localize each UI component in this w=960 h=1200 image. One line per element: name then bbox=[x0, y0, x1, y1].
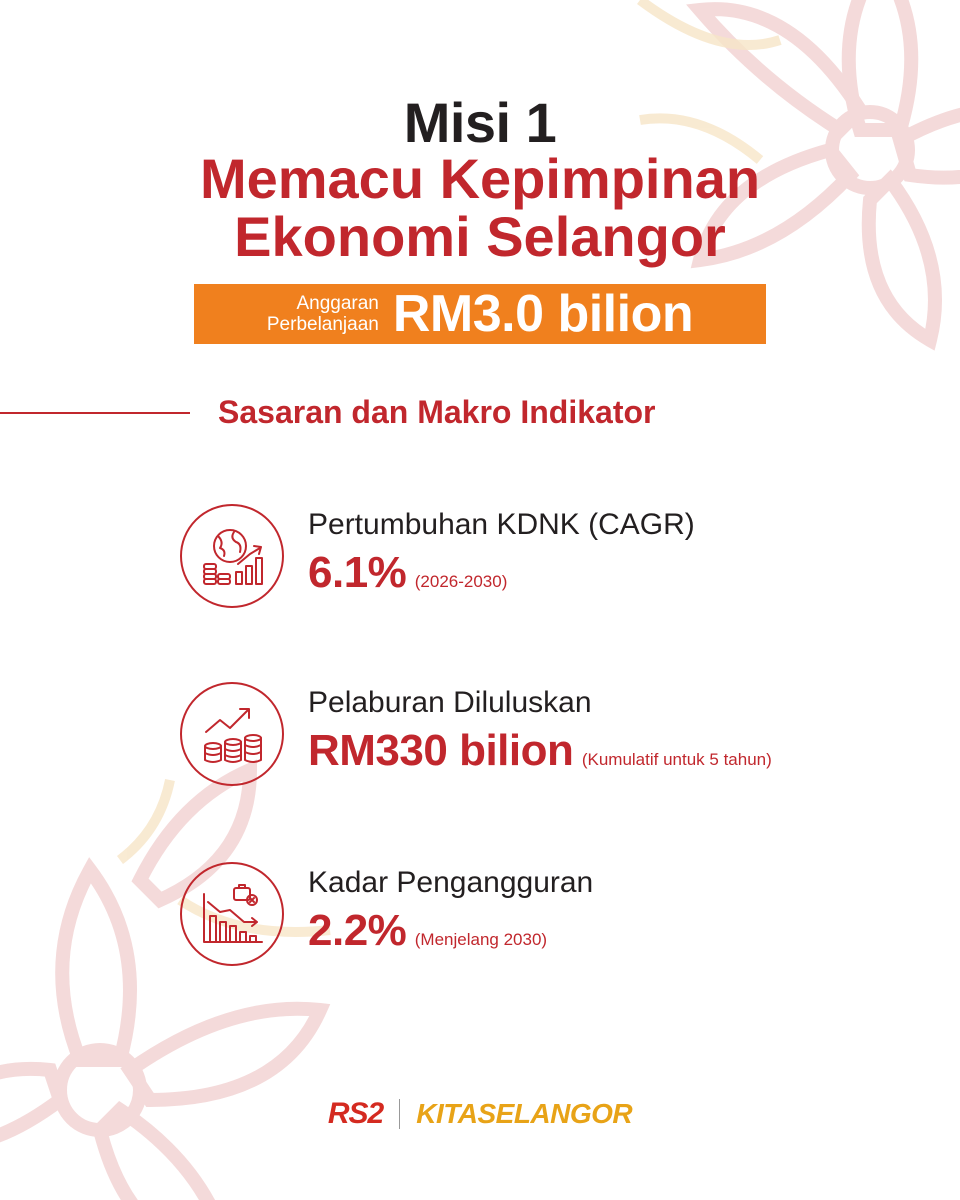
indicator-note: (Menjelang 2030) bbox=[414, 930, 548, 949]
mission-number: Misi 1 bbox=[403, 91, 557, 154]
section-heading: Sasaran dan Makro Indikator bbox=[218, 394, 656, 430]
globe-coins-growth-icon bbox=[180, 504, 284, 608]
rs2-logo: RS2 bbox=[327, 1097, 384, 1130]
kita-selangor-logo: KITASELANGOR bbox=[416, 1098, 633, 1129]
unemployment-chart-down-icon bbox=[180, 862, 284, 966]
indicator-value-row bbox=[308, 548, 507, 598]
indicator-unemployment-rate bbox=[180, 862, 880, 972]
mission-title-line2: Ekonomi Selangor bbox=[234, 205, 726, 268]
indicator-gdp-growth bbox=[180, 504, 880, 614]
footer-logos bbox=[0, 1094, 960, 1134]
indicator-approved-investment bbox=[180, 682, 880, 792]
indicator-label: Pelaburan Diluluskan bbox=[308, 686, 592, 719]
indicator-note: (Kumulatif untuk 5 tahun) bbox=[581, 750, 772, 769]
mission-title-line1: Memacu Kepimpinan bbox=[199, 147, 761, 210]
budget-label: Anggaran Perbelanjaan bbox=[266, 293, 379, 335]
indicator-value: 2.2% bbox=[308, 906, 407, 955]
indicator-note: (2026-2030) bbox=[414, 572, 508, 591]
indicator-label: Pertumbuhan KDNK (CAGR) bbox=[308, 508, 695, 541]
indicator-value-row bbox=[308, 726, 772, 776]
indicator-value: 6.1% bbox=[308, 548, 407, 597]
footer-separator bbox=[399, 1099, 400, 1129]
budget-banner bbox=[194, 284, 766, 344]
indicator-label: Kadar Pengangguran bbox=[308, 866, 594, 899]
indicator-value: RM330 bilion bbox=[308, 726, 574, 775]
coins-trend-up-icon bbox=[180, 682, 284, 786]
section-divider bbox=[0, 412, 190, 414]
indicator-value-row bbox=[308, 906, 547, 956]
budget-amount: RM3.0 bilion bbox=[392, 285, 694, 343]
mission-title bbox=[0, 147, 960, 268]
